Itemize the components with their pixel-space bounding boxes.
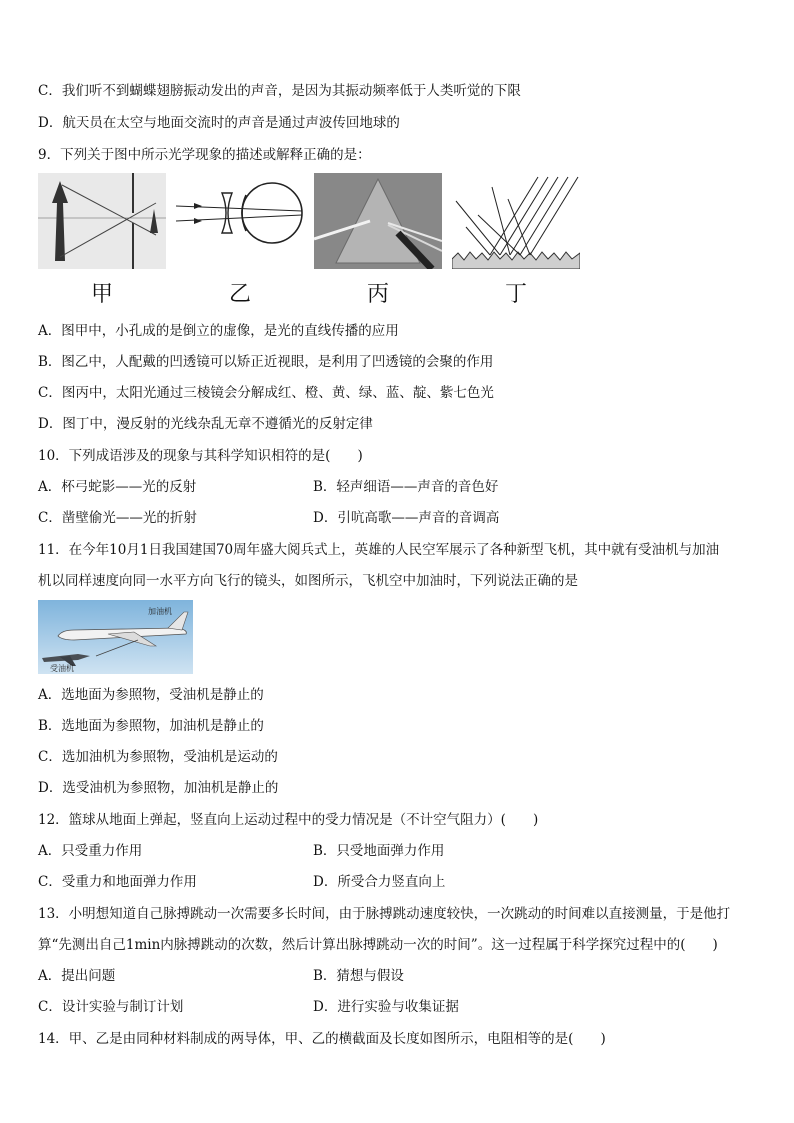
q12-option-d: D．所受合力竖直向上 [313, 874, 446, 890]
q8-option-d: D．航天员在太空与地面交流时的声音是通过声波传回地球的 [38, 115, 400, 131]
q11-option-b: B．选地面为参照物，加油机是静止的 [38, 718, 264, 734]
q13-option-a: A．提出问题 [38, 968, 116, 984]
q9-stem: 9．下列关于图中所示光学现象的描述或解释正确的是： [38, 147, 371, 163]
q9-option-d: D．图丁中，漫反射的光线杂乱无章不遵循光的反射定律 [38, 416, 373, 432]
q10-option-c: C．凿壁偷光——光的折射 [38, 510, 197, 526]
q13-option-c: C．设计实验与制订计划 [38, 999, 184, 1015]
q14-stem: 14．甲、乙是由同种材料制成的两导体，甲、乙的横截面及长度如图所示，电阻相等的是( ) [38, 1031, 606, 1047]
q10-option-b: B．轻声细语——声音的音色好 [313, 479, 499, 495]
q10-stem: 10．下列成语涉及的现象与其科学知识相符的是( ) [38, 448, 363, 464]
q8-option-c: C．我们听不到蝴蝶翅膀振动发出的声音，是因为其振动频率低于人类听觉的下限 [38, 83, 521, 99]
q12-option-c: C．受重力和地面弹力作用 [38, 874, 197, 890]
figure-ding-diffuse-reflection [452, 173, 580, 269]
q10-option-d: D．引吭高歌——声音的音调高 [313, 510, 500, 526]
figure-label-bing: 丙 [366, 282, 389, 307]
figure-label-yi: 乙 [228, 282, 251, 307]
q13-stem-line1: 13．小明想知道自己脉搏跳动一次需要多长时间，由于脉搏跳动速度较快，一次跳动的时间难以直接测量，于是他打 [38, 906, 731, 922]
q12-option-a: A．只受重力作用 [38, 843, 143, 859]
q9-option-a: A．图甲中，小孔成的是倒立的虚像，是光的直线传播的应用 [38, 323, 399, 339]
tanker-label: 加油机 [148, 607, 172, 616]
q13-option-d: D．进行实验与收集证据 [313, 999, 459, 1015]
q13-option-b: B．猜想与假设 [313, 968, 404, 984]
q11-option-a: A．选地面为参照物，受油机是静止的 [38, 687, 264, 703]
q11-option-c: C．选加油机为参照物，受油机是运动的 [38, 749, 278, 765]
q11-stem-line2: 机以同样速度向同一水平方向飞行的镜头，如图所示，飞机空中加油时，下列说法正确的是 [38, 573, 578, 589]
figure-label-jia: 甲 [90, 282, 113, 307]
figure-aerial-refueling-photo [38, 600, 193, 674]
q12-option-b: B．只受地面弹力作用 [313, 843, 445, 859]
figure-jia-pinhole [38, 173, 166, 269]
figure-label-ding: 丁 [504, 282, 527, 307]
q9-option-c: C．图丙中，太阳光通过三棱镜会分解成红、橙、黄、绿、蓝、靛、紫七色光 [38, 385, 494, 401]
q11-option-d: D．选受油机为参照物，加油机是静止的 [38, 780, 279, 796]
figure-yi-eye-lens [176, 173, 304, 269]
figure-bing-prism [314, 173, 442, 269]
q10-option-a: A．杯弓蛇影——光的反射 [38, 479, 197, 495]
q12-stem: 12．篮球从地面上弹起，竖直向上运动过程中的受力情况是（不计空气阻力）( ) [38, 812, 539, 828]
q13-stem-line2: 算“先测出自己1min内脉搏跳动的次数，然后计算出脉搏跳动一次的时间”。这一过程属于科学探究过程中的( ) [38, 937, 718, 953]
receiver-label: 受油机 [50, 664, 74, 673]
q9-option-b: B．图乙中，人配戴的凹透镜可以矫正近视眼，是利用了凹透镜的会聚的作用 [38, 354, 494, 370]
q11-stem-line1: 11．在今年10月1日我国建国70周年盛大阅兵式上，英雄的人民空军展示了各种新型飞机，其中就有受油机与加油 [38, 542, 720, 558]
